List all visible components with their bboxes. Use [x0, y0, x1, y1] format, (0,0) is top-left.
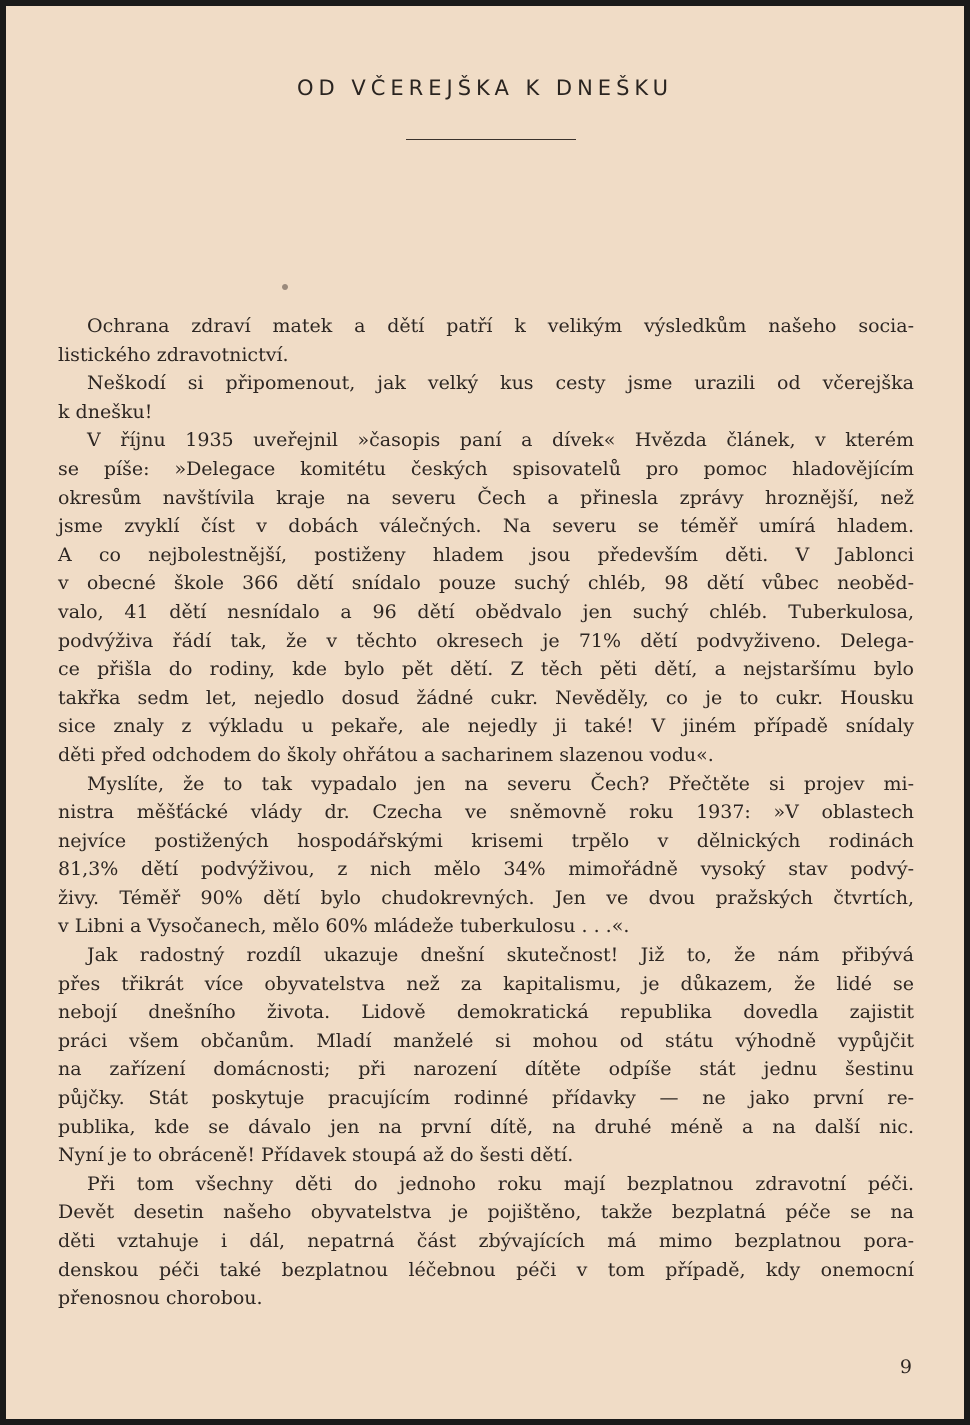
text-line: k dnešku!	[58, 400, 153, 423]
paragraph	[58, 941, 914, 1170]
text-line: na zařízení domácnosti; při narození dítěte odpíše stát jednu šestinu	[58, 1058, 914, 1081]
text-line: nebojí dnešního života. Lidově demokratická republika dovedla zajistit	[58, 1001, 914, 1024]
text-line: děti před odchodem do školy ohřátou a sacharinem slazenou vodu«.	[58, 743, 714, 766]
text-line: publika, kde se dávalo jen na první dítě, na druhé méně a na další nic.	[58, 1115, 914, 1138]
text-line: valo, 41 dětí nesnídalo a 96 dětí obědvalo jen suchý chléb. Tuberkulosa,	[58, 600, 914, 623]
text-line: přes třikrát více obyvatelstva než za kapitalismu, je důkazem, že lidé se	[58, 972, 914, 995]
text-line: přenosnou chorobou.	[58, 1287, 263, 1310]
book-page	[6, 6, 964, 1419]
text-line: Myslíte, že to tak vypadalo jen na severu Čech? Přečtěte si projev mi-	[87, 772, 914, 795]
paragraph	[58, 770, 914, 942]
title-divider	[406, 139, 576, 140]
text-line: takřka sedm let, nejedlo dosud žádné cukr. Nevěděly, co je to cukr. Housku	[58, 686, 914, 709]
text-line: ce přišla do rodiny, kde bylo pět dětí. Z těch pěti dětí, a nejstaršímu bylo	[58, 658, 914, 681]
chapter-title: OD VČEREJŠKA K DNEŠKU	[296, 76, 673, 100]
paragraph	[58, 1170, 914, 1313]
body-text	[58, 312, 914, 1313]
text-line: práci všem občanům. Mladí manželé si mohou od státu výhodně vypůjčit	[58, 1029, 914, 1052]
text-line: sice znaly z výkladu u pekaře, ale nejedly ji také! V jiném případě snídaly	[58, 715, 914, 738]
text-line: se píše: »Delegace komitétu českých spisovatelů pro pomoc hladovějícím	[58, 457, 914, 480]
ornament-dot	[282, 284, 288, 290]
text-line: Jak radostný rozdíl ukazuje dnešní skutečnost! Již to, že nám přibývá	[87, 944, 914, 967]
text-line: 81,3% dětí podvýživou, z nich mělo 34% mimořádně vysoký stav podvý-	[58, 858, 914, 881]
text-line: děti vztahuje i dál, nepatrná část zbývajících má mimo bezplatnou pora-	[58, 1230, 914, 1252]
text-line: Devět desetin našeho obyvatelstva je pojištěno, takže bezplatná péče se na	[58, 1201, 914, 1224]
text-line: půjčky. Stát poskytuje pracujícím rodinné přídavky — ne jako první re-	[58, 1087, 914, 1110]
text-line: v obecné škole 366 dětí snídalo pouze suchý chléb, 98 dětí vůbec neoběd-	[58, 572, 914, 595]
text-line: A co nejbolestnější, postiženy hladem jsou především děti. V Jablonci	[58, 543, 914, 566]
text-line: Ochrana zdraví matek a dětí patří k velikým výsledkům našeho socia-	[87, 315, 914, 337]
text-line: denskou péči také bezplatnou léčebnou péči v tom případě, kdy onemocní	[58, 1258, 914, 1281]
text-line: okresům navštívila kraje na severu Čech a přinesla zprávy hroznější, než	[58, 486, 914, 509]
text-line: podvýživa řádí tak, že v těchto okresech je 71% dětí podvyživeno. Delega-	[58, 629, 914, 652]
paragraph	[58, 312, 914, 369]
text-line: nejvíce postižených hospodářskými krisemi trpělo v dělnických rodinách	[58, 829, 914, 852]
paragraph	[58, 369, 914, 426]
text-line: Při tom všechny děti do jednoho roku mají bezplatnou zdravotní péči.	[87, 1172, 914, 1195]
text-line: živy. Téměř 90% dětí bylo chudokrevných. Jen ve dvou pražských čtvrtích,	[58, 886, 914, 909]
paragraph	[58, 426, 914, 769]
text-line: jsme zvyklí číst v dobách válečných. Na severu se téměř umírá hladem.	[58, 515, 914, 538]
text-line: Neškodí si připomenout, jak velký kus cesty jsme urazili od včerejška	[87, 372, 914, 395]
text-line: Nyní je to obráceně! Přídavek stoupá až do šesti dětí.	[58, 1144, 574, 1167]
text-line: v Libni a Vysočanech, mělo 60% mládeže tuberkulosu . . .«.	[58, 915, 630, 938]
text-line: V říjnu 1935 uveřejnil »časopis paní a dívek« Hvězda článek, v kterém	[87, 429, 914, 452]
text-line: nistra měšťácké vlády dr. Czecha ve sněmovně roku 1937: »V oblastech	[58, 801, 914, 824]
text-line: listického zdravotnictví.	[58, 343, 289, 366]
page-number: 9	[899, 1356, 912, 1378]
